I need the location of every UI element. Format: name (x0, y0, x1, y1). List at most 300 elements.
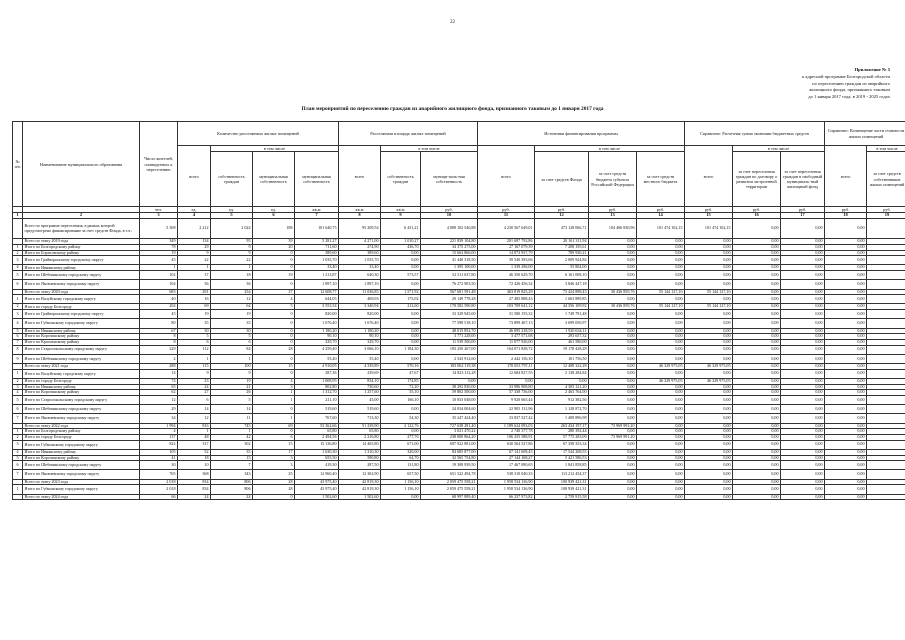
row-value: 834 (178, 485, 211, 494)
row-value: 0,00 (733, 384, 781, 390)
row-value: 789 930,21 (535, 250, 589, 256)
row-value: 31 580 155,32 (478, 310, 535, 319)
row-name: Всего по этапу 2019 года (23, 239, 140, 245)
row-value: 538 310 040,33 (478, 470, 535, 479)
table-row (13, 440, 905, 449)
row-value: 0,00 (637, 310, 685, 319)
header-ref-total: всего (825, 146, 867, 207)
row-value: 212,60 (381, 304, 421, 310)
units-cell: руб. (781, 207, 825, 213)
units-cell: руб. (685, 207, 733, 213)
row-value: 254 (211, 289, 253, 295)
row-value: 0,00 (825, 310, 867, 319)
row-value: 0,00 (733, 328, 781, 334)
row-name: Итого по Шебекинскому городскому округу (23, 354, 140, 363)
row-value: 33 986 908,80 (478, 384, 535, 390)
row-value: 0,00 (781, 384, 825, 390)
row-value: 0,00 (685, 494, 733, 500)
row-value: 19 (211, 378, 253, 384)
row-value: 0,00 (825, 319, 867, 328)
row-value: 0,00 (478, 378, 535, 384)
header-area-citizens: собственность граждан (381, 152, 421, 207)
row-number (13, 494, 23, 500)
row-value: 0,00 (825, 339, 867, 345)
row-value: 0,00 (685, 405, 733, 414)
row-value: 90,10 (339, 334, 381, 340)
row-value: 0,00 (781, 256, 825, 265)
table-row (13, 369, 905, 378)
row-residents: 40 (140, 295, 178, 304)
units-cell: чел. (140, 207, 178, 213)
row-value: 166,10 (381, 396, 421, 405)
row-value: 2 212 (178, 219, 211, 239)
row-residents: 29 (140, 405, 178, 414)
row-value: 0,00 (637, 449, 685, 455)
row-value: 0,00 (685, 470, 733, 479)
row-value: 0,00 (825, 414, 867, 423)
row-value: 0 (253, 354, 295, 363)
row-value: 5 (211, 396, 253, 405)
row-value: 0,00 (733, 354, 781, 363)
row-value: 0,00 (589, 479, 637, 485)
row-value: 0,00 (733, 440, 781, 449)
row-value: 0,00 (733, 378, 781, 384)
row-value: 1 035,70 (295, 256, 339, 265)
units-cell: руб. (535, 207, 589, 213)
row-value: 0,00 (637, 414, 685, 423)
row-value: 0,00 (637, 250, 685, 256)
row-value: 0,00 (589, 494, 637, 500)
row-name: Итого по Борисовскому району (23, 250, 140, 256)
row-value: 0,00 (685, 434, 733, 440)
row-value: 573,57 (381, 271, 421, 280)
row-value: 15 663 866,00 (421, 250, 478, 256)
row-value: 55,40 (295, 354, 339, 363)
row-value: 0,00 (589, 378, 637, 384)
row-value: 0,00 (825, 494, 867, 500)
row-value: 0,00 (733, 304, 781, 310)
row-value: 77 598 518,10 (421, 319, 478, 328)
row-value: 567 681 591,48 (421, 289, 478, 295)
row-value: 57 338 736,00 (478, 390, 535, 396)
row-name: Всего по этапу 2023 года (23, 479, 140, 485)
row-value: 0,00 (685, 461, 733, 470)
row-value: 0,00 (781, 405, 825, 414)
row-value: 640,30 (339, 271, 381, 280)
row-value: 0,00 (637, 339, 685, 345)
row-value: 22 (211, 256, 253, 265)
row-value: 320,00 (381, 449, 421, 455)
row-value: 2 122,76 (381, 423, 421, 429)
row-name: Итого по Корочанскому району (23, 390, 140, 396)
units-cell: ед. (253, 207, 295, 213)
row-name: Итого по Яковлевскому городскому округу (23, 414, 140, 423)
row-value: 0,00 (589, 485, 637, 494)
row-value: 0,00 (685, 414, 733, 423)
row-value: 72 426 456,32 (478, 280, 535, 289)
row-value: 0 (253, 280, 295, 289)
row-value: 2 463 764,00 (535, 390, 589, 396)
row-value: 0,00 (781, 461, 825, 470)
row-value: 0,00 (733, 345, 781, 354)
column-number-cell: 10 (421, 213, 478, 219)
row-value: 1 (178, 354, 211, 363)
header-finance-total: всего (478, 146, 535, 207)
row-value: 64 (211, 304, 253, 310)
row-value: 1 897,10 (339, 280, 381, 289)
row-value: 0,00 (733, 390, 781, 396)
column-number-cell: 7 (295, 213, 339, 219)
row-value: 329,70 (295, 339, 339, 345)
header-including: в том числе (733, 146, 825, 152)
row-value: 0,00 (589, 334, 637, 340)
row-residents: 288 (140, 364, 178, 370)
row-residents: 41 (140, 455, 178, 461)
row-residents: 1 (140, 265, 178, 271)
row-value: 0,00 (685, 271, 733, 280)
row-residents: 8 (140, 334, 178, 340)
row-value: 0,00 (781, 280, 825, 289)
page-number: 22 (450, 20, 455, 25)
row-number: 3 (13, 384, 23, 390)
row-residents: 8 (140, 339, 178, 345)
row-value: 188 (253, 219, 295, 239)
row-value: 0,00 (589, 239, 637, 245)
row-value: 73 899 467,13 (478, 319, 535, 328)
row-value: 134 (178, 239, 211, 245)
row-value: 0,00 (825, 396, 867, 405)
row-value: 0,00 (781, 244, 825, 250)
row-value: 35 (211, 319, 253, 328)
row-value: 72,20 (381, 384, 421, 390)
row-value: 0,00 (781, 455, 825, 461)
column-number-cell: 5 (211, 213, 253, 219)
row-value: 73 969 991,20 (589, 434, 637, 440)
header-count-citizens: собственность граждан (211, 152, 253, 207)
table-row (13, 280, 905, 289)
row-residents: 137 (140, 434, 178, 440)
row-value: 0,00 (637, 485, 685, 494)
row-number: 2 (13, 378, 23, 384)
row-value: 55 144 127,10 (685, 304, 733, 310)
row-value (867, 271, 905, 280)
row-value: 1 502,60 (295, 494, 339, 500)
row-value: 0,00 (733, 494, 781, 500)
row-value: 1 (178, 429, 211, 435)
row-value: 368 (178, 470, 211, 479)
row-value: 10 (178, 461, 211, 470)
row-name: Итого по городу Белгороду (23, 434, 140, 440)
row-residents: 2 (140, 354, 178, 363)
row-value: 730,60 (339, 384, 381, 390)
row-value: 0,00 (733, 414, 781, 423)
table-row (13, 354, 905, 363)
row-number: 1 (13, 369, 23, 378)
row-value: 239,69 (339, 369, 381, 378)
row-value: 0,00 (589, 354, 637, 363)
row-value: 461 580,00 (535, 339, 589, 345)
row-value: 0,00 (637, 461, 685, 470)
row-value: 29 149 778,28 (421, 295, 478, 304)
row-residents: 30 (140, 461, 178, 470)
row-value: 0,00 (781, 479, 825, 485)
row-value: 329,70 (339, 339, 381, 345)
row-value: 0,00 (825, 364, 867, 370)
row-value: 3 021 470,22 (421, 429, 478, 435)
header-no: № п/п (13, 122, 23, 207)
row-number: 2 (13, 250, 23, 256)
row-number: 1 (13, 429, 23, 435)
row-value: 912 382,56 (535, 396, 589, 405)
row-value: 46 329 975,05 (637, 378, 685, 384)
row-value: 15 (211, 455, 253, 461)
row-value: 27 485 888,43 (478, 295, 535, 304)
header-local-budget: за счет средств местного бюджета (637, 152, 685, 207)
row-value (867, 219, 905, 239)
row-value: 0,00 (825, 280, 867, 289)
row-value: 0,00 (825, 423, 867, 429)
row-value (867, 461, 905, 470)
row-value: 4 271,00 (339, 239, 381, 245)
units-cell: кв.м (295, 207, 339, 213)
row-value: 0,00 (733, 470, 781, 479)
row-value: 4 (253, 295, 295, 304)
row-value: 0,00 (733, 250, 781, 256)
row-value: 1 (253, 414, 295, 423)
row-value: 0,00 (685, 250, 733, 256)
row-value (867, 396, 905, 405)
row-value: 0,00 (781, 265, 825, 271)
row-value: 4 339,89 (339, 364, 381, 370)
row-value: 27 (178, 390, 211, 396)
row-value: 1 676,40 (295, 319, 339, 328)
row-value: 0,00 (825, 250, 867, 256)
row-value: 22 (178, 256, 211, 265)
row-value: 0,00 (781, 390, 825, 396)
row-number: 6 (13, 405, 23, 414)
row-value: 0,00 (685, 328, 733, 334)
row-value: 67 358 353,34 (535, 440, 589, 449)
row-value: 0,00 (781, 449, 825, 455)
row-value: 43 975,40 (295, 485, 339, 494)
row-value: 1 841 858,85 (535, 461, 589, 470)
row-value: 0,00 (781, 434, 825, 440)
row-value: 1 958 534 136,90 (478, 479, 535, 485)
row-value: 20 (253, 244, 295, 250)
row-residents: 2 018 (140, 479, 178, 485)
row-value: 0,00 (637, 423, 685, 429)
row-value: 0,00 (637, 265, 685, 271)
row-value: 469,03 (339, 295, 381, 304)
row-residents: 683 (140, 289, 178, 295)
row-value: 263 434 197,17 (535, 423, 589, 429)
row-residents: 204 (140, 304, 178, 310)
row-value: 0,00 (637, 440, 685, 449)
row-value: 11 036,85 (339, 289, 381, 295)
row-value: 0,00 (685, 319, 733, 328)
row-value: 221 839 104,80 (421, 239, 478, 245)
row-residents: 19 (140, 250, 178, 256)
row-value: 0,00 (381, 319, 421, 328)
row-value: 42 819,30 (339, 479, 381, 485)
table-row (13, 256, 905, 265)
row-residents: 78 (140, 244, 178, 250)
row-value: 436,70 (381, 244, 421, 250)
row-name: Итого по Ивнянскому району (23, 265, 140, 271)
row-value: 0,00 (825, 440, 867, 449)
row-value: 0,00 (535, 378, 589, 384)
row-value: 1 409 896,98 (535, 414, 589, 423)
row-value: 35 (178, 319, 211, 328)
row-value: 0,00 (733, 295, 781, 304)
row-value: 2 494,56 (295, 434, 339, 440)
row-number: 5 (13, 271, 23, 280)
row-value: 84 685 877,00 (421, 449, 478, 455)
row-value: 1 502,60 (339, 494, 381, 500)
row-value: 0,00 (733, 455, 781, 461)
row-value: 5 (178, 334, 211, 340)
row-value: 33 329 945,00 (421, 310, 478, 319)
row-number: 4 (13, 449, 23, 455)
row-value: 0,00 (685, 310, 733, 319)
row-value: 0,00 (381, 280, 421, 289)
row-value: 644,05 (295, 295, 339, 304)
row-value: 5 (253, 304, 295, 310)
row-residents: 62 (140, 390, 178, 396)
row-value: 0,00 (637, 405, 685, 414)
row-value: 0,00 (781, 369, 825, 378)
row-name: Итого по городу Белгороду (23, 304, 140, 310)
row-value: 24 034 004,60 (421, 405, 478, 414)
row-name: Итого по Старооскольскому городскому округу (23, 345, 140, 354)
row-value: 24 (211, 494, 253, 500)
row-value: 12 (211, 295, 253, 304)
row-value: 19 (178, 310, 211, 319)
row-value: 0,00 (685, 256, 733, 265)
row-name: Итого по Старооскольскому городскому округу (23, 396, 140, 405)
row-value: 0,00 (589, 449, 637, 455)
row-value: 0,00 (781, 310, 825, 319)
row-value: 11 539 500,00 (421, 339, 478, 345)
row-value: 164 071 838,72 (478, 345, 535, 354)
row-value: 115 (178, 364, 211, 370)
row-number: 1 (13, 485, 23, 494)
units-cell: кв.м (339, 207, 381, 213)
row-value: 820,00 (339, 310, 381, 319)
row-value (867, 280, 905, 289)
row-value: 54,30 (381, 414, 421, 423)
row-value: 711,60 (295, 244, 339, 250)
column-number-cell: 17 (781, 213, 825, 219)
row-value: 0,00 (733, 339, 781, 345)
row-value: 0,00 (637, 295, 685, 304)
row-value: 0,00 (685, 265, 733, 271)
row-value: 0,00 (685, 354, 733, 363)
column-number-cell: 2 (23, 213, 140, 219)
row-value: 0,00 (685, 334, 733, 340)
row-value: 0,00 (733, 244, 781, 250)
row-value: 0,00 (825, 304, 867, 310)
row-value: 34 375 275,00 (421, 244, 478, 250)
row-value: 0,00 (825, 384, 867, 390)
row-value: 0,00 (781, 219, 825, 239)
row-value: 0,00 (589, 339, 637, 345)
header-residents: Число жителей, планируемых к переселению (140, 122, 178, 207)
row-value: 46 350 629,70 (478, 271, 535, 280)
row-value: 6 (253, 434, 295, 440)
row-value: 2 009 924,84 (535, 256, 589, 265)
row-value: 95 209,54 (339, 219, 381, 239)
row-value: 0,00 (825, 369, 867, 378)
row-value: 389,60 (339, 250, 381, 256)
row-value (867, 470, 905, 479)
row-value: 55 804,00 (535, 265, 589, 271)
row-name: Итого по Грайворонскому городскому округу (23, 256, 140, 265)
row-residents: 822 (140, 440, 178, 449)
row-name: Итого по Шебекинскому городскому округу (23, 461, 140, 470)
row-value: 0,00 (781, 423, 825, 429)
column-number-cell: 18 (825, 213, 867, 219)
row-value: 3 (253, 455, 295, 461)
column-number-cell: 9 (381, 213, 421, 219)
row-value: 73 424 898,43 (535, 289, 589, 295)
row-value: 0,00 (781, 295, 825, 304)
row-value: 175,02 (381, 295, 421, 304)
row-value: 11 (211, 414, 253, 423)
row-value: 84 (211, 345, 253, 354)
row-value: 0,00 (637, 280, 685, 289)
row-value: 51 239,90 (339, 423, 381, 429)
row-value: 0,00 (637, 319, 685, 328)
row-value: 21 (211, 384, 253, 390)
row-name: Итого по Шебекинскому городскому округу (23, 271, 140, 280)
row-value: 0,00 (381, 310, 421, 319)
row-value: 0,00 (637, 470, 685, 479)
row-value: 0,00 (381, 494, 421, 500)
row-value: 10 833 048,00 (421, 396, 478, 405)
header-area-municipal: муници-паль-ная собственность (421, 152, 478, 207)
row-value: 12 960,40 (295, 470, 339, 479)
row-value (867, 319, 905, 328)
column-number-cell: 3 (140, 213, 178, 219)
row-value: 24 (178, 494, 211, 500)
row-value: 0,00 (825, 455, 867, 461)
row-value: 22 905 131,96 (478, 405, 535, 414)
row-value: 24 (178, 384, 211, 390)
row-value: 53 362,66 (295, 423, 339, 429)
row-value: 201 697 792,86 (478, 239, 535, 245)
row-value: 0,00 (685, 384, 733, 390)
row-value: 0,00 (733, 219, 781, 239)
row-value (867, 310, 905, 319)
row-value: 211,10 (295, 396, 339, 405)
row-value: 0,00 (733, 423, 781, 429)
row-name: Всего по этапу 2020 года (23, 289, 140, 295)
plan-title: План мероприятий по переселению граждан из аварийного жилищного фонда, признанного таковым до 1 января 2017 года (301, 106, 604, 112)
row-name: Всего по этапу 2021 года (23, 364, 140, 370)
row-residents: 34 (140, 414, 178, 423)
row-value: 834 (178, 479, 211, 485)
row-value: 33,40 (295, 265, 339, 271)
row-value: 1 395 100,00 (421, 265, 478, 271)
row-value: 0,00 (825, 378, 867, 384)
header-savings-total: всего (685, 146, 733, 207)
row-value: 0,00 (825, 239, 867, 245)
row-value: 46 329 975,05 (685, 364, 733, 370)
row-value: 0,00 (637, 345, 685, 354)
row-value: 713,30 (339, 414, 381, 423)
row-value: 95 (211, 239, 253, 245)
